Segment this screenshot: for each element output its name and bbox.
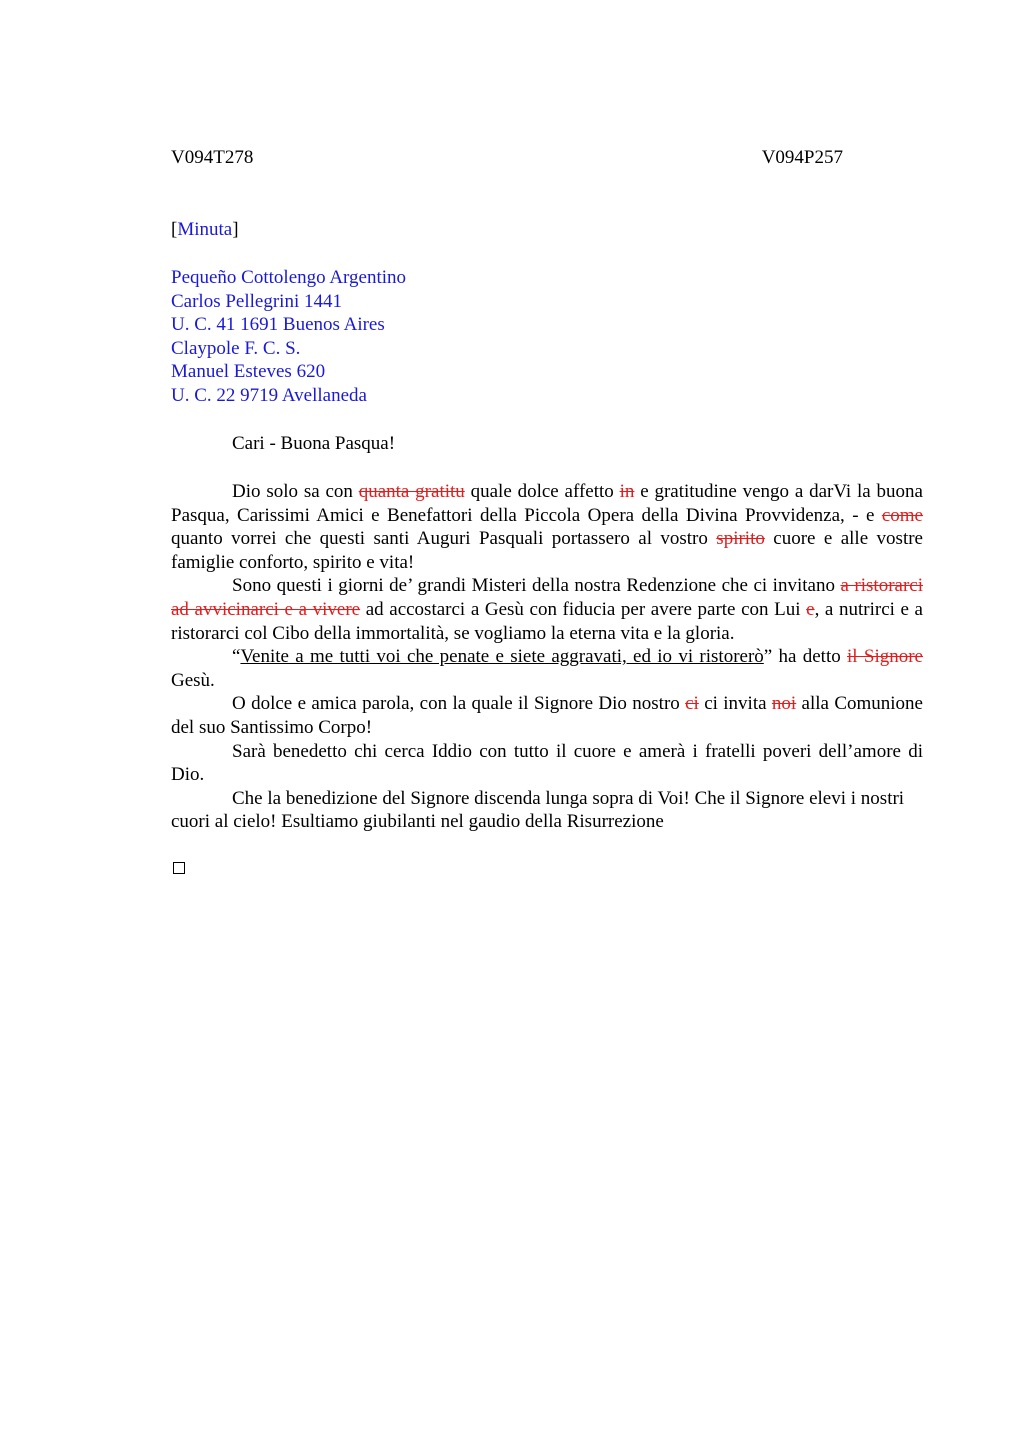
text-run: cuore e alle vostre famiglie conforto, spirito e vita! (171, 528, 923, 573)
text-run: Sarà benedetto chi cerca Iddio con tutto il cuore e amerà i fratelli poveri dell’amore di Dio. (171, 740, 923, 786)
deleted-text: spirito (716, 528, 765, 550)
address-line: Manuel Esteves 620 (171, 361, 326, 383)
deleted-text: in (619, 481, 635, 502)
greeting: Cari - Buona Pasqua! (232, 433, 396, 454)
paragraph-4 (171, 692, 923, 739)
paragraph-2 (171, 574, 923, 645)
text-run: alla Comunione del suo Santissimo Corpo! (171, 693, 923, 738)
paragraph-5 (171, 740, 923, 787)
text-run: Gesù. (171, 669, 215, 691)
deleted-text: il Signore (847, 646, 923, 668)
text-run: e gratitudine vengo a darVi la buona Pasqua, Carissimi Amici e Benefattori della Piccola Opera della Divina Provvidenza, - e (171, 481, 923, 526)
text-run: Dio solo sa con (232, 481, 359, 502)
address-line: Claypole F. C. S. (171, 337, 301, 359)
paragraph-3 (171, 645, 923, 692)
deleted-text: a ristorarci ad avvicinarci e a vivere (171, 575, 923, 620)
minuta-close-bracket: ] (232, 219, 239, 240)
minuta-label (171, 218, 239, 242)
header-right-code: V094P257 (761, 147, 843, 168)
deleted-text: e (806, 598, 815, 620)
text-run: ad accostarci a Gesù con fiducia per avere parte con Lui (360, 598, 807, 620)
address-line: U. C. 41 1691 Buenos Aires (171, 314, 385, 336)
deleted-text: quanta gratitu (358, 481, 465, 502)
address-line: Carlos Pellegrini 1441 (171, 290, 342, 312)
text-run: O dolce e amica parola, con la quale il Signore Dio nostro (232, 693, 686, 715)
header-left-code: V094T278 (171, 147, 254, 168)
document-header (171, 146, 843, 170)
text-run: quale dolce affetto (464, 481, 620, 502)
minuta-text: Minuta (177, 219, 233, 240)
text-run: ci invita (698, 693, 772, 715)
text-run: Sono questi i giorni de’ grandi Misteri della nostra Redenzione che ci invitano (232, 575, 841, 597)
address-line: U. C. 22 9719 Avellaneda (171, 384, 367, 406)
letter-body (171, 480, 923, 834)
text-run: Che la benedizione del Signore discenda lunga sopra di Voi! Che il Signore elevi i nostri cuori al cielo! Esultiamo giubilanti nel gaudio della Risurrezione (171, 787, 905, 833)
minuta-open-bracket: [ (171, 219, 178, 240)
paragraph-6 (171, 787, 923, 834)
text-run: “ (232, 646, 241, 668)
empty-box-icon (173, 862, 185, 874)
deleted-text: noi (771, 693, 797, 715)
quoted-text: Venite a me tutti voi che penate e siete aggravati, ed io vi ristorerò (240, 646, 764, 668)
address-block (171, 266, 406, 408)
deleted-text: come (881, 504, 923, 526)
text-run: ” ha detto (763, 646, 848, 668)
text-run: , a nutrirci e a ristorarci col Cibo della immortalità, se vogliamo la eterna vita e la gloria. (171, 598, 923, 644)
text-run: quanto vorrei che questi santi Auguri Pasquali portassero al vostro (171, 528, 717, 550)
deleted-text: ci (685, 693, 699, 715)
address-line: Pequeño Cottolengo Argentino (171, 267, 407, 288)
paragraph-1 (171, 480, 923, 574)
